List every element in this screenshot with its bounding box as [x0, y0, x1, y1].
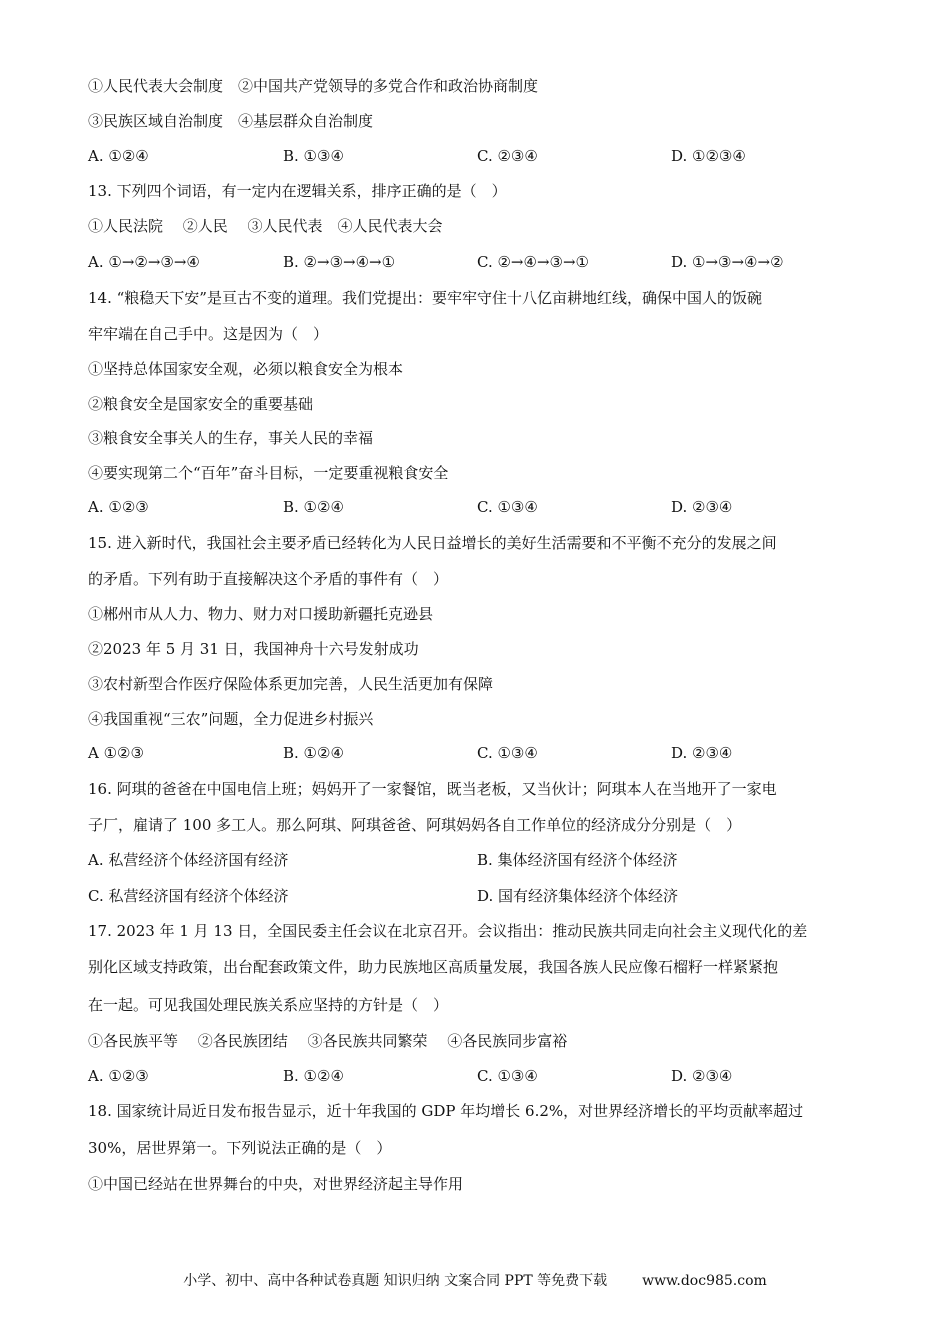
- question-item: ①中国已经站在世界舞台的中央，对世界经济起主导作用: [88, 1175, 464, 1193]
- question-items: ①人民法院 ②人民 ③人民代表 ④人民代表大会: [88, 217, 443, 235]
- option-d[interactable]: D. ②③④: [671, 1067, 733, 1085]
- option-a[interactable]: A ①②③: [88, 744, 144, 762]
- option-c[interactable]: C. ①③④: [477, 498, 538, 516]
- question-stem: 14. “粮稳天下安”是亘古不变的道理。我们党提出：要牢牢守住十八亿亩耕地红线，确保中国人的饭碗: [88, 289, 762, 307]
- question-items: ①各民族平等 ②各民族团结 ③各民族共同繁荣 ④各民族同步富裕: [88, 1032, 568, 1050]
- question-stem: 子厂，雇请了 100 多工人。那么阿琪、阿琪爸爸、阿琪妈妈各自工作单位的经济成分分别是（ ）: [88, 816, 742, 834]
- question-stem: 16. 阿琪的爸爸在中国电信上班；妈妈开了一家餐馆，既当老板，又当伙计；阿琪本人在当地开了一家电: [88, 780, 777, 798]
- option-c[interactable]: C. ②③④: [477, 147, 538, 165]
- option-b[interactable]: B. ①②④: [283, 498, 344, 516]
- question-item: ④我国重视“三农”问题，全力促进乡村振兴: [88, 710, 374, 728]
- page-footer: [0, 1270, 950, 1290]
- footer-link[interactable]: www.doc985.com: [642, 1273, 767, 1289]
- option-d[interactable]: D. ①②③④: [671, 147, 746, 165]
- question-item: ③农村新型合作医疗保险体系更加完善，人民生活更加有保障: [88, 675, 494, 693]
- question-stem: 13. 下列四个词语，有一定内在逻辑关系，排序正确的是（ ）: [88, 182, 507, 200]
- question-item: ③粮食安全事关人的生存，事关人民的幸福: [88, 429, 374, 447]
- question-stem: 17. 2023 年 1 月 13 日，全国民委主任会议在北京召开。会议指出：推动民族共同走向社会主义现代化的差: [88, 922, 808, 940]
- option-d[interactable]: D. 国有经济集体经济个体经济: [477, 887, 679, 905]
- question-stem: 15. 进入新时代，我国社会主要矛盾已经转化为人民日益增长的美好生活需要和不平衡不充分的发展之间: [88, 534, 777, 552]
- question-item: ②2023 年 5 月 31 日，我国神舟十六号发射成功: [88, 640, 419, 658]
- option-b[interactable]: B. ①③④: [283, 147, 344, 165]
- question-item: ②粮食安全是国家安全的重要基础: [88, 395, 314, 413]
- question-stem: 牢牢端在自己手中。这是因为（ ）: [88, 325, 329, 343]
- question-stem: 的矛盾。下列有助于直接解决这个矛盾的事件有（ ）: [88, 570, 449, 588]
- option-d[interactable]: D. ②③④: [671, 744, 733, 762]
- question-stem: 在一起。可见我国处理民族关系应坚持的方针是（ ）: [88, 996, 449, 1014]
- question-item: ④要实现第二个“百年”奋斗目标，一定要重视粮食安全: [88, 464, 449, 482]
- option-c[interactable]: C. 私营经济国有经济个体经济: [88, 887, 289, 905]
- option-d[interactable]: D. ①→③→④→②: [671, 253, 784, 271]
- option-b[interactable]: B. ①②④: [283, 1067, 344, 1085]
- option-c[interactable]: C. ②→④→③→①: [477, 253, 589, 271]
- answer-line: ①人民代表大会制度 ②中国共产党领导的多党合作和政治协商制度: [88, 77, 539, 95]
- option-a[interactable]: A. ①②③: [88, 498, 149, 516]
- option-b[interactable]: B. ①②④: [283, 744, 344, 762]
- option-d[interactable]: D. ②③④: [671, 498, 733, 516]
- question-stem: 别化区域支持政策，出台配套政策文件，助力民族地区高质量发展，我国各族人民应像石榴籽一样紧紧抱: [88, 958, 779, 976]
- question-item: ①坚持总体国家安全观，必须以粮食安全为根本: [88, 360, 404, 378]
- option-a[interactable]: A. 私营经济个体经济国有经济: [88, 851, 289, 869]
- footer-text: 小学、初中、高中各种试卷真题 知识归纳 文案合同 PPT 等免费下载: [183, 1273, 608, 1289]
- question-item: ①郴州市从人力、物力、财力对口援助新疆托克逊县: [88, 605, 434, 623]
- question-stem: 30%，居世界第一。下列说法正确的是（ ）: [88, 1139, 392, 1157]
- option-b[interactable]: B. ②→③→④→①: [283, 253, 396, 271]
- option-a[interactable]: A. ①→②→③→④: [88, 253, 200, 271]
- answer-line: ③民族区域自治制度 ④基层群众自治制度: [88, 112, 374, 130]
- option-c[interactable]: C. ①③④: [477, 744, 538, 762]
- option-a[interactable]: A. ①②③: [88, 1067, 149, 1085]
- option-a[interactable]: A. ①②④: [88, 147, 149, 165]
- question-stem: 18. 国家统计局近日发布报告显示，近十年我国的 GDP 年均增长 6.2%，对世界经济增长的平均贡献率超过: [88, 1102, 804, 1120]
- option-b[interactable]: B. 集体经济国有经济个体经济: [477, 851, 678, 869]
- option-c[interactable]: C. ①③④: [477, 1067, 538, 1085]
